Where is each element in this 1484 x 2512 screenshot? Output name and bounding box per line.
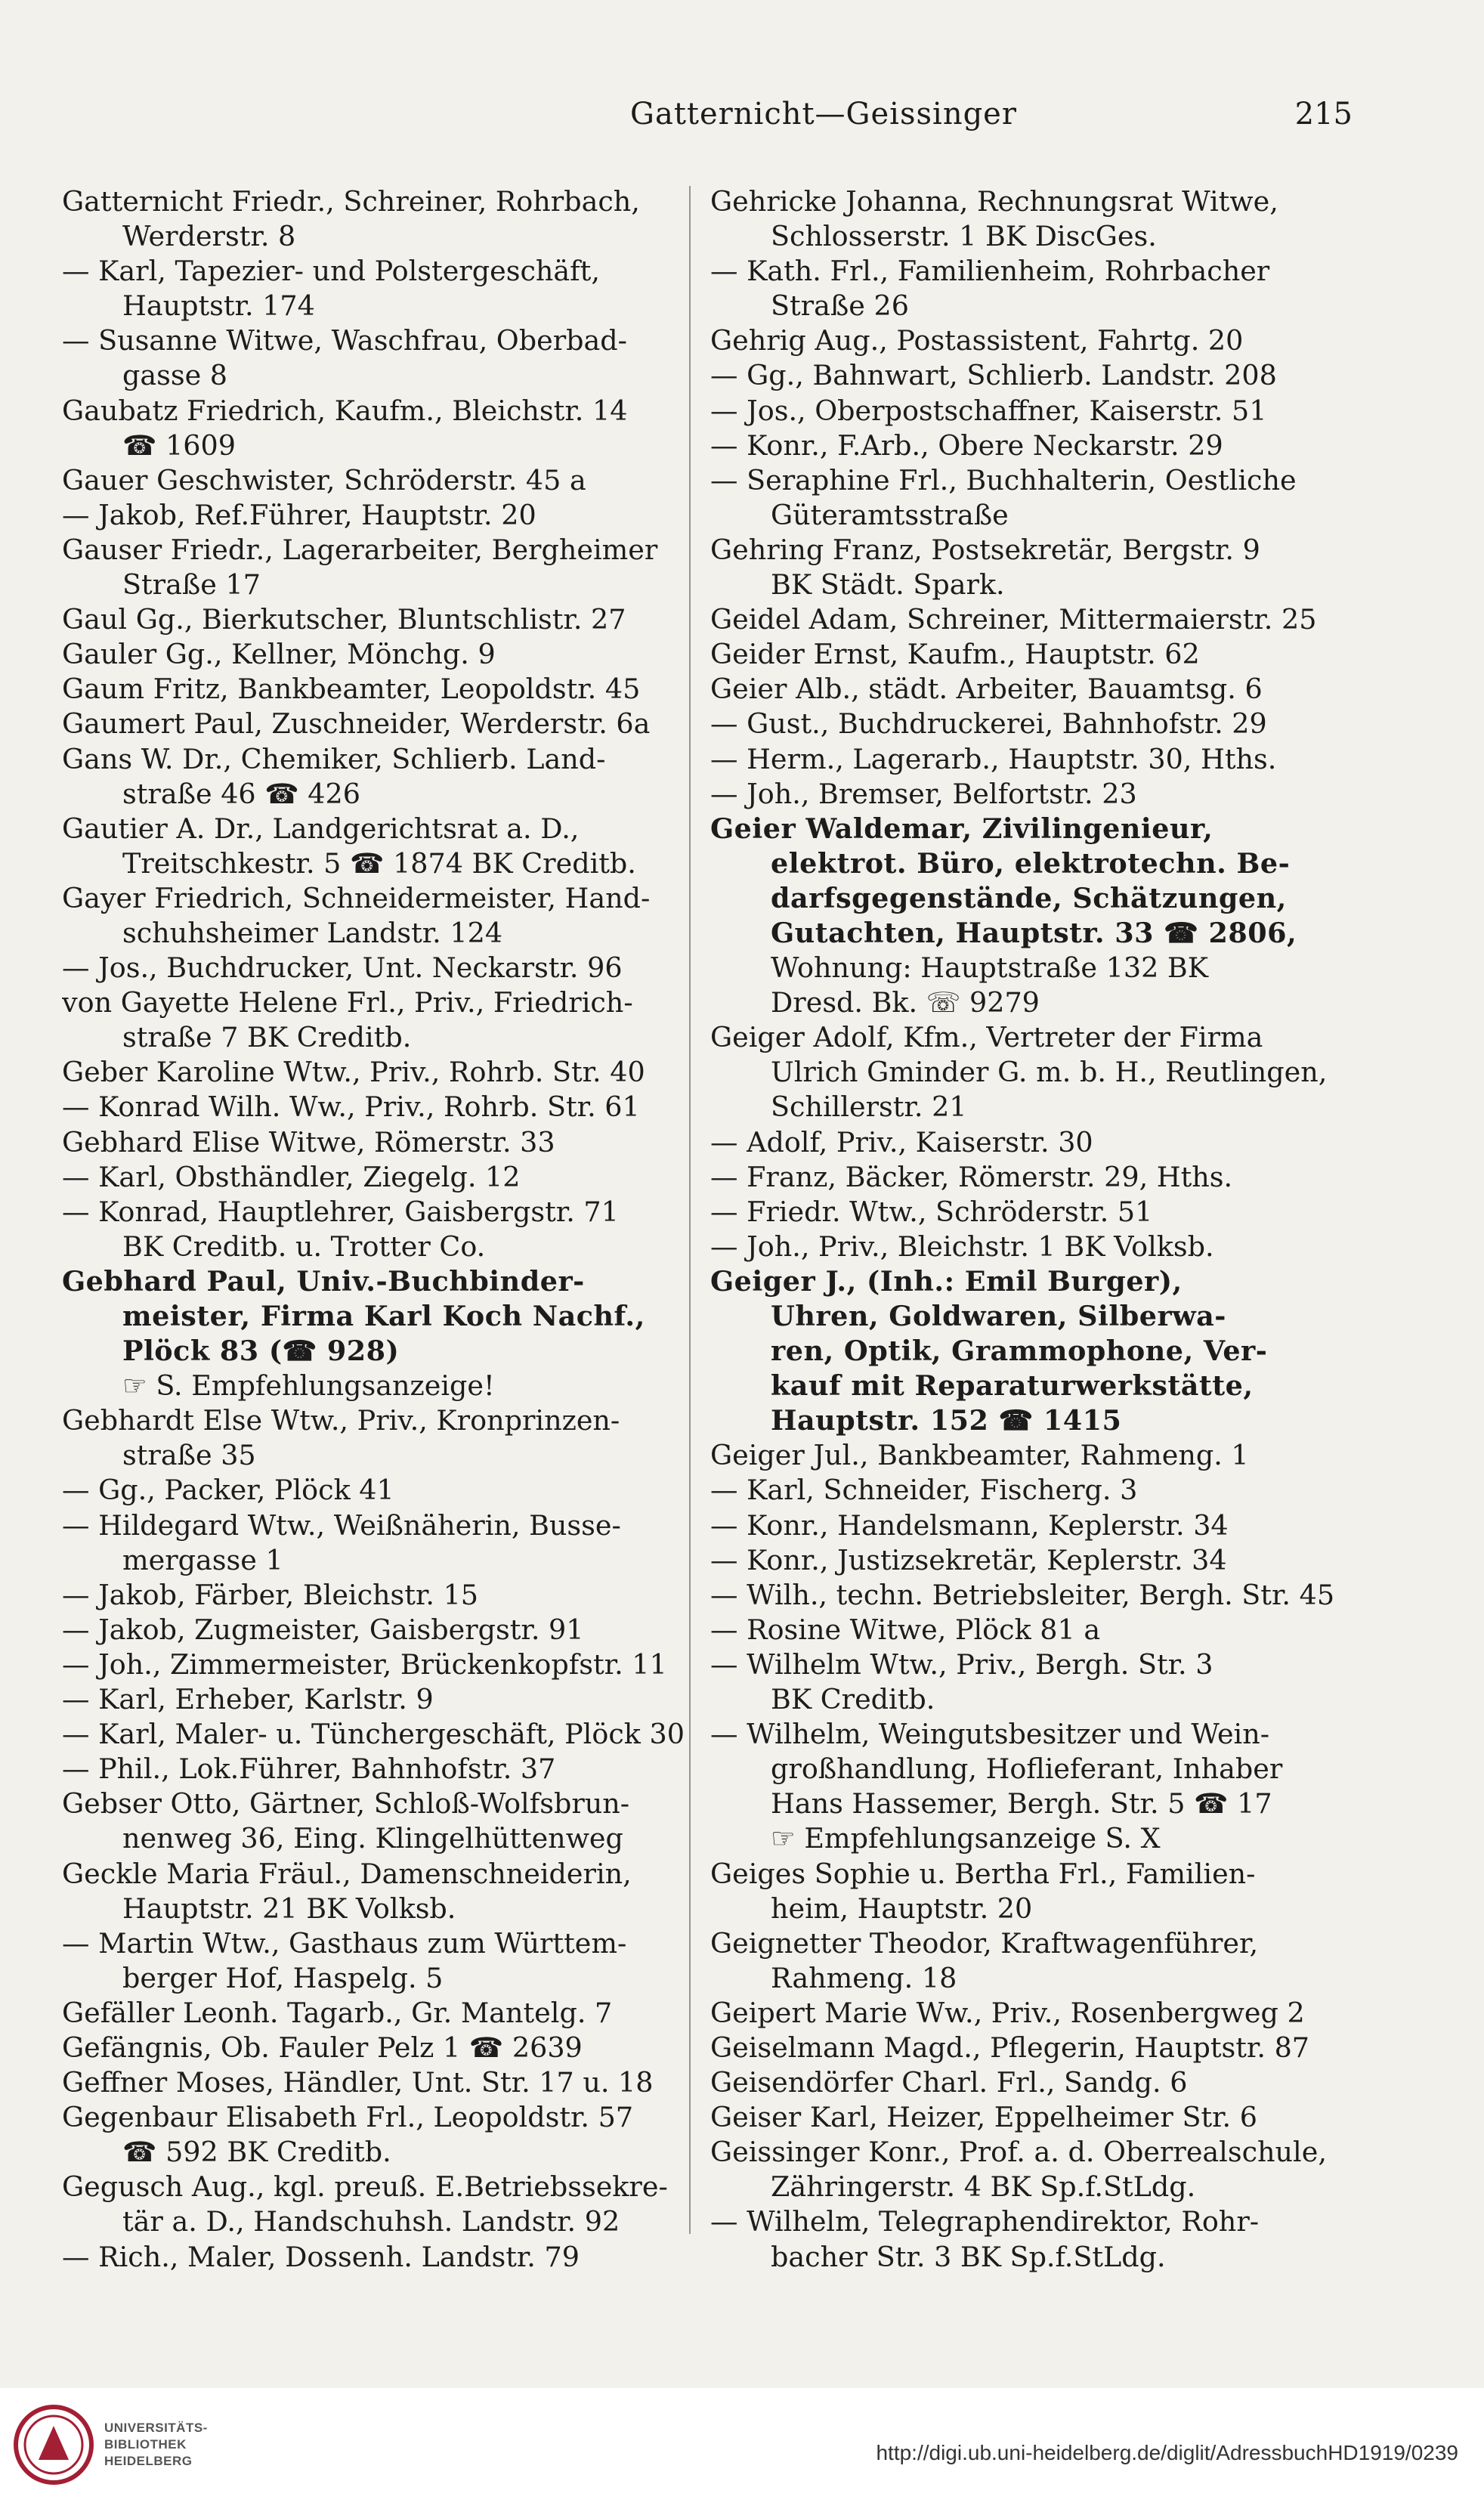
entry-continuation: berger Hof, Haspelg. 5 — [122, 1961, 444, 1994]
entry-continuation: Dresd. Bk. ☏ 9279 — [771, 986, 1040, 1019]
directory-entry: — Wilhelm, Weingutsbesitzer und Wein- — [710, 1718, 1270, 1751]
directory-entry: Gehricke Johanna, Rechnungsrat Witwe, — [710, 185, 1278, 218]
directory-entry: — Friedr. Wtw., Schröderstr. 51 — [710, 1195, 1153, 1228]
directory-entry: Geiser Karl, Heizer, Eppelheimer Str. 6 — [710, 2101, 1257, 2134]
directory-entry: — Gg., Bahnwart, Schlierb. Landstr. 208 — [710, 359, 1277, 392]
directory-entry: — Konrad, Hauptlehrer, Gaisbergstr. 71 — [62, 1195, 619, 1228]
directory-entry: Geiselmann Magd., Pflegerin, Hauptstr. 87 — [710, 2031, 1310, 2064]
page-number: 215 — [1294, 97, 1353, 131]
directory-entry: — Seraphine Frl., Buchhalterin, Oestliche — [710, 463, 1297, 497]
entry-continuation: Ulrich Gminder G. m. b. H., Reutlingen, — [771, 1056, 1328, 1089]
directory-entry: Geiger J., (Inh.: Emil Burger), — [710, 1264, 1183, 1298]
directory-entry: Geckle Maria Fräul., Damenschneiderin, — [62, 1857, 632, 1890]
directory-entry: — Rich., Maler, Dossenh. Landstr. 79 — [62, 2240, 580, 2273]
directory-entry: Gebhard Elise Witwe, Römerstr. 33 — [62, 1125, 555, 1159]
directory-entry: — Wilhelm, Telegraphendirektor, Rohr- — [710, 2205, 1260, 2238]
library-name-line: BIBLIOTHEK — [104, 2437, 187, 2452]
directory-entry: Gegenbaur Elisabeth Frl., Leopoldstr. 57 — [62, 2101, 634, 2134]
directory-entry: Geiger Adolf, Kfm., Vertreter der Firma — [710, 1021, 1263, 1054]
entry-continuation: Rahmeng. 18 — [771, 1961, 957, 1994]
directory-entry: Gebhardt Else Wtw., Priv., Kronprinzen- — [62, 1404, 620, 1437]
directory-entry: — Joh., Bremser, Belfortstr. 23 — [710, 777, 1137, 810]
directory-entry: — Hildegard Wtw., Weißnäherin, Busse- — [62, 1508, 621, 1542]
directory-entry: Gefängnis, Ob. Fauler Pelz 1 ☎ 2639 — [62, 2031, 583, 2064]
directory-entry: Geber Karoline Wtw., Priv., Rohrb. Str. 40 — [62, 1056, 645, 1089]
entry-continuation: gasse 8 — [122, 359, 228, 392]
directory-entry: — Joh., Zimmermeister, Brückenkopfstr. 11 — [62, 1647, 667, 1681]
directory-entry: — Konr., Handelsmann, Keplerstr. 34 — [710, 1508, 1229, 1542]
directory-entry: — Konrad Wilh. Ww., Priv., Rohrb. Str. 61 — [62, 1090, 640, 1124]
entry-continuation: Hauptstr. 21 BK Volksb. — [122, 1892, 456, 1925]
source-url[interactable]: http://digi.ub.uni-heidelberg.de/diglit/AdressbuchHD1919/0239 — [876, 2441, 1458, 2464]
entry-continuation: BK Creditb. — [771, 1683, 935, 1716]
directory-entry: — Joh., Priv., Bleichstr. 1 BK Volksb. — [710, 1230, 1214, 1263]
entry-continuation: Straße 17 — [122, 568, 261, 602]
library-seal-icon — [12, 2403, 95, 2486]
directory-entry: — Konr., Justizsekretär, Keplerstr. 34 — [710, 1543, 1227, 1576]
directory-entry: — Jakob, Ref.Führer, Hauptstr. 20 — [62, 498, 536, 531]
entry-continuation: straße 35 — [122, 1439, 256, 1472]
directory-entry: Gebser Otto, Gärtner, Schloß-Wolfsbrun- — [62, 1787, 630, 1821]
entry-continuation: kauf mit Reparaturwerkstätte, — [771, 1369, 1254, 1403]
entry-continuation: ☎ 592 BK Creditb. — [122, 2136, 391, 2169]
entry-continuation: BK Städt. Spark. — [771, 568, 1005, 602]
directory-entry: Geipert Marie Ww., Priv., Rosenbergweg 2 — [710, 1996, 1305, 2029]
directory-entry: Geignetter Theodor, Kraftwagenführer, — [710, 1926, 1259, 1960]
entry-continuation: straße 46 ☎ 426 — [122, 777, 360, 810]
directory-entry: Gaum Fritz, Bankbeamter, Leopoldstr. 45 — [62, 673, 641, 706]
directory-entry: Gaubatz Friedrich, Kaufm., Bleichstr. 14 — [62, 394, 628, 427]
directory-entry: — Jos., Oberpostschaffner, Kaiserstr. 51 — [710, 394, 1267, 427]
directory-entry: — Konr., F.Arb., Obere Neckarstr. 29 — [710, 428, 1223, 462]
directory-entry: Geiges Sophie u. Bertha Frl., Familien- — [710, 1857, 1256, 1890]
directory-entry: Gehring Franz, Postsekretär, Bergstr. 9 — [710, 533, 1260, 566]
footer — [0, 2388, 1484, 2512]
directory-entry: — Susanne Witwe, Waschfrau, Oberbad- — [62, 324, 627, 357]
directory-entry: — Karl, Maler- u. Tünchergeschäft, Plöck 30 — [62, 1718, 685, 1751]
entry-continuation: Werderstr. 8 — [122, 220, 296, 253]
entry-continuation: Zähringerstr. 4 BK Sp.f.StLdg. — [771, 2170, 1196, 2204]
entry-continuation: mergasse 1 — [122, 1543, 283, 1576]
directory-entry: Gauer Geschwister, Schröderstr. 45 a — [62, 463, 586, 497]
running-head: Gatternicht—Geissinger — [630, 97, 1017, 131]
entry-continuation: ☞ Empfehlungsanzeige S. X — [771, 1822, 1161, 1855]
directory-entry: Gatternicht Friedr., Schreiner, Rohrbach, — [62, 185, 640, 218]
entry-continuation: tär a. D., Handschuhsh. Landstr. 92 — [122, 2205, 620, 2238]
directory-entry: — Gg., Packer, Plöck 41 — [62, 1474, 394, 1507]
entry-continuation: Hans Hassemer, Bergh. Str. 5 ☎ 17 — [771, 1787, 1272, 1821]
directory-entry: — Karl, Tapezier- und Polstergeschäft, — [62, 255, 600, 288]
entry-continuation: bacher Str. 3 BK Sp.f.StLdg. — [771, 2240, 1166, 2273]
entry-continuation: elektrot. Büro, elektrotechn. Be- — [771, 846, 1291, 880]
column-divider — [689, 186, 691, 2234]
directory-entry: Gans W. Dr., Chemiker, Schlierb. Land- — [62, 742, 606, 775]
directory-entry: Geidel Adam, Schreiner, Mittermaierstr. 25 — [710, 603, 1317, 636]
entry-continuation: ☞ S. Empfehlungsanzeige! — [122, 1369, 495, 1403]
entry-continuation: großhandlung, Hoflieferant, Inhaber — [771, 1753, 1283, 1786]
directory-entry: — Karl, Schneider, Fischerg. 3 — [710, 1474, 1138, 1507]
directory-entry: Gegusch Aug., kgl. preuß. E.Betriebssekre- — [62, 2170, 668, 2204]
directory-entry: — Jakob, Färber, Bleichstr. 15 — [62, 1578, 479, 1611]
directory-entry: Gaul Gg., Bierkutscher, Bluntschlistr. 27 — [62, 603, 626, 636]
directory-entry: Gauler Gg., Kellner, Mönchg. 9 — [62, 638, 496, 671]
directory-entry: Geffner Moses, Händler, Unt. Str. 17 u. 18 — [62, 2066, 654, 2099]
directory-entry: — Herm., Lagerarb., Hauptstr. 30, Hths. — [710, 742, 1277, 775]
entry-continuation: ren, Optik, Grammophone, Ver- — [771, 1335, 1268, 1368]
directory-entry: Gautier A. Dr., Landgerichtsrat a. D., — [62, 812, 580, 845]
entry-continuation: schuhsheimer Landstr. 124 — [122, 916, 503, 949]
directory-entry: Geissinger Konr., Prof. a. d. Oberrealschule, — [710, 2136, 1327, 2169]
entry-continuation: darfsgegenstände, Schätzungen, — [771, 881, 1287, 914]
entry-continuation: Güteramtsstraße — [771, 498, 1009, 531]
entry-continuation: ☎ 1609 — [122, 428, 236, 462]
directory-entry: Gefäller Leonh. Tagarb., Gr. Mantelg. 7 — [62, 1996, 613, 2029]
directory-entry: — Jos., Buchdrucker, Unt. Neckarstr. 96 — [62, 951, 623, 985]
directory-entry: — Adolf, Priv., Kaiserstr. 30 — [710, 1125, 1093, 1159]
directory-entry: Gebhard Paul, Univ.-Buchbinder- — [62, 1264, 585, 1298]
directory-entry: Gauser Friedr., Lagerarbeiter, Bergheimer — [62, 533, 658, 566]
directory-entry: — Franz, Bäcker, Römerstr. 29, Hths. — [710, 1160, 1233, 1193]
directory-entry: Geier Waldemar, Zivilingenieur, — [710, 812, 1213, 845]
entry-continuation: Hauptstr. 152 ☎ 1415 — [771, 1404, 1122, 1437]
directory-entry: — Kath. Frl., Familienheim, Rohrbacher — [710, 255, 1270, 288]
entry-continuation: BK Creditb. u. Trotter Co. — [122, 1230, 486, 1263]
library-name — [104, 2420, 208, 2470]
entry-continuation: nenweg 36, Eing. Klingelhüttenweg — [122, 1822, 623, 1855]
directory-entry: Gayer Friedrich, Schneidermeister, Hand- — [62, 881, 651, 914]
entry-continuation: Treitschkestr. 5 ☎ 1874 BK Creditb. — [122, 846, 636, 880]
entry-continuation: straße 7 BK Creditb. — [122, 1021, 412, 1054]
directory-entry: von Gayette Helene Frl., Priv., Friedrich- — [62, 986, 633, 1019]
directory-entry: Gehrig Aug., Postassistent, Fahrtg. 20 — [710, 324, 1244, 357]
directory-entry: Geider Ernst, Kaufm., Hauptstr. 62 — [710, 638, 1200, 671]
directory-entry: Gaumert Paul, Zuschneider, Werderstr. 6a — [62, 707, 651, 741]
left-column — [62, 184, 704, 2275]
directory-entry: — Karl, Erheber, Karlstr. 9 — [62, 1683, 434, 1716]
library-name-line: UNIVERSITÄTS- — [104, 2421, 208, 2435]
page-header — [484, 97, 1353, 142]
directory-entry: Geisendörfer Charl. Frl., Sandg. 6 — [710, 2066, 1188, 2099]
directory-entry: — Phil., Lok.Führer, Bahnhofstr. 37 — [62, 1753, 556, 1786]
entry-continuation: Gutachten, Hauptstr. 33 ☎ 2806, — [771, 916, 1297, 949]
right-column — [710, 184, 1353, 2275]
directory-entry: Geier Alb., städt. Arbeiter, Bauamtsg. 6 — [710, 673, 1263, 706]
entry-continuation: meister, Firma Karl Koch Nachf., — [122, 1300, 645, 1332]
directory-entry: — Wilhelm Wtw., Priv., Bergh. Str. 3 — [710, 1647, 1213, 1681]
directory-entry: — Rosine Witwe, Plöck 81 a — [710, 1613, 1101, 1646]
library-name-line: HEIDELBERG — [104, 2454, 193, 2468]
entry-continuation: heim, Hauptstr. 20 — [771, 1892, 1033, 1925]
directory-entry: — Martin Wtw., Gasthaus zum Württem- — [62, 1926, 627, 1960]
directory-entry: — Gust., Buchdruckerei, Bahnhofstr. 29 — [710, 707, 1267, 741]
directory-entry: — Karl, Obsthändler, Ziegelg. 12 — [62, 1160, 521, 1193]
entry-continuation: Uhren, Goldwaren, Silberwa- — [771, 1300, 1226, 1332]
entry-continuation: Schillerstr. 21 — [771, 1090, 967, 1124]
entry-continuation: Schlosserstr. 1 BK DiscGes. — [771, 220, 1157, 253]
entry-continuation: Wohnung: Hauptstraße 132 BK — [771, 951, 1208, 985]
entry-continuation: Plöck 83 (☎ 928) — [122, 1335, 400, 1368]
directory-entry: — Wilh., techn. Betriebsleiter, Bergh. Str. 45 — [710, 1578, 1335, 1611]
entry-continuation: Hauptstr. 174 — [122, 289, 315, 323]
directory-entry: — Jakob, Zugmeister, Gaisbergstr. 91 — [62, 1613, 584, 1646]
directory-entry: Geiger Jul., Bankbeamter, Rahmeng. 1 — [710, 1439, 1249, 1472]
entry-continuation: Straße 26 — [771, 289, 909, 323]
